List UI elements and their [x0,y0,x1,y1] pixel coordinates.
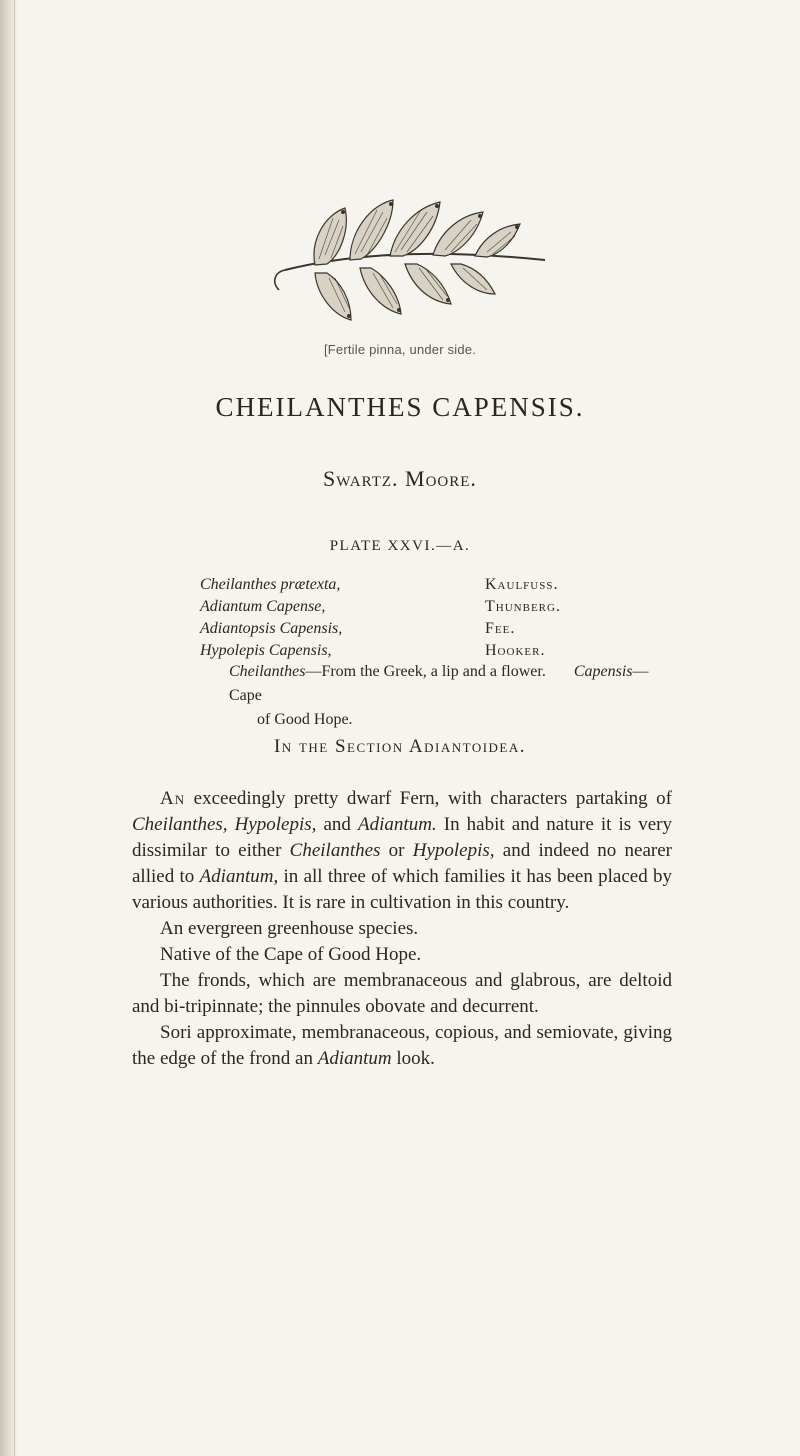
text-run: and [316,814,359,835]
text-run: In habit and nature it is very dissimilar to either [132,814,673,861]
text-run: Sori approximate, membranaceous, copious, and semiovate, giving the edge of the frond an [132,1022,672,1069]
illustration-caption: [Fertile pinna, under side. [323,342,477,357]
synonym-list [200,574,620,662]
synonym-authority: Hooker. [485,642,546,659]
text-run: and indeed no nearer allied to [132,840,672,887]
italic-run: Adiantum, [199,866,279,887]
synonym-row [200,640,620,662]
synonym-name: Cheilanthes prætexta, [200,576,341,593]
italic-run: Adiantum. [358,814,437,835]
italic-run: Adiantum [317,1048,392,1069]
synonym-authority: Thunberg. [485,598,561,615]
italic-run: Cheilanthes [289,840,381,861]
book-binding-shadow [0,0,18,1456]
species-authors: Swartz. Moore. [323,466,477,491]
etymology-genus: Cheilanthes [229,663,306,680]
description-paragraph: Native of the Cape of Good Hope. [160,944,422,965]
plate-number: PLATE XXVI.—A. [329,538,471,554]
text-run: exceedingly pretty dwarf Fern, with characters partaking of [185,788,672,809]
description-paragraph [132,1020,672,1072]
synonym-name: Adiantopsis Capensis, [200,620,343,637]
description-paragraph: The fronds, which are membranaceous and glabrous, are deltoid and bi-tripinnate; the pinnules obovate and decurrent. [132,970,672,1017]
italic-run: Hypolepis, [412,840,495,861]
etymology-genus-meaning: —From the Greek, a lip and a flower. [305,663,546,680]
fertile-pinna-illustration [255,160,555,340]
etymology-species: Capensis [573,663,633,680]
synonym-name: Hypolepis Capensis, [200,642,332,659]
drop-lead-word: An [160,788,186,809]
section-heading: In the Section Adiantoidea. [273,736,527,757]
text-run: look. [391,1048,435,1069]
synonym-row [200,618,620,640]
description-paragraph [132,786,672,916]
text-run: in all three of which families it has been placed by various authorities. It is rare in cultivation in this country. [132,866,672,913]
binding-edge [14,0,15,1456]
text-run: or [380,840,413,861]
etymology-species-meaning: —Cape [229,663,649,704]
synonym-row [200,596,620,618]
fern-pinna-icon [255,160,555,340]
description-paragraph: An evergreen greenhouse species. [160,918,419,939]
description-body [132,786,672,1072]
synonym-authority: Fee. [485,620,516,637]
synonym-name: Adiantum Capense, [200,598,326,615]
synonym-row [200,574,620,596]
etymology [229,660,669,732]
italic-run: Cheilanthes, Hypolepis, [132,814,317,835]
page-title: CHEILANTHES CAPENSIS. [215,392,585,422]
etymology-species-meaning-cont: of Good Hope. [257,711,353,728]
synonym-authority: Kaulfuss. [485,576,559,593]
